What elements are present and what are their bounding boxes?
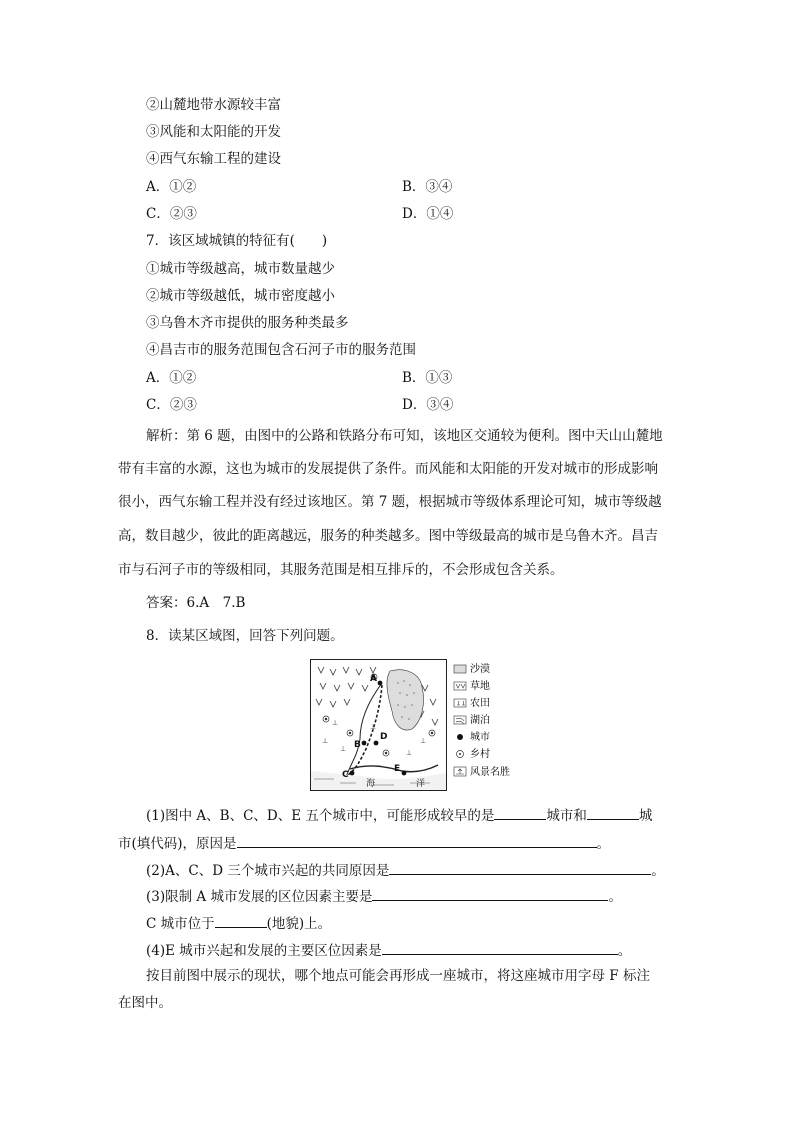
q7-item-4: ④昌吉市的服务范围包含石河子市的服务范围 [146, 342, 416, 358]
q8-sub1-prompt: (1)图中 A、B、C、D、E 五个城市中，可能形成较早的是 [146, 808, 495, 824]
q8-sub2-end: 。 [651, 863, 665, 879]
analysis-line-2: 带有丰富的水源，这也为城市的发展提供了条件。而风能和太阳能的开发对城市的形成影响 [118, 461, 658, 477]
q8-sub3b-end: (地貌)上。 [266, 916, 332, 932]
q7-option-c: C．②③ [146, 397, 197, 413]
q6-item-3: ③风能和太阳能的开发 [146, 124, 281, 140]
map-ocean-label: 洋 [416, 779, 426, 789]
q7-item-2: ②城市等级越低，城市密度越小 [146, 288, 335, 304]
q8-sub4-prompt: (4)E 城市兴起和发展的主要区位因素是 [146, 943, 382, 959]
legend-swatch-city [457, 734, 463, 740]
q6-option-c: C．②③ [146, 206, 197, 222]
legend-swatch-farmland [454, 699, 466, 707]
legend-label-city: 城市 [470, 732, 490, 743]
analysis-line-5: 市与石河子市的等级相同，其服务范围是相互排斥的，不会形成包含关系。 [118, 562, 564, 578]
answer-line: 答案：6.A 7.B [146, 595, 246, 611]
svg-text:⊥: ⊥ [370, 723, 377, 731]
q8-sub3b [146, 913, 331, 933]
svg-text:⊥: ⊥ [332, 719, 339, 727]
region-map [310, 659, 520, 791]
q8-final-line1: 按目前图中展示的现状，哪个地点可能会再形成一座城市，将这座城市用字母 F 标注 [146, 968, 650, 984]
analysis-line-3: 很小，西气东输工程并没有经过该地区。第 7 题，根据城市等级体系理论可知，城市等级越 [118, 494, 662, 510]
q8-stem: 8．读某区域图，回答下列问题。 [146, 628, 344, 644]
answer-blank-2[interactable] [587, 805, 639, 820]
map-frame [311, 660, 447, 791]
q8-final-line2: 在图中。 [118, 995, 172, 1011]
q6-option-b: B．③④ [402, 179, 453, 195]
legend-label-scenic: 风景名胜 [470, 767, 510, 778]
city-label-c: C [342, 770, 349, 780]
analysis-line-1: 解析：第 6 题，由图中的公路和铁路分布可知，该地区交通较为便利。图中天山山麓地 [146, 428, 663, 444]
q8-sub1-tail: 城 [638, 808, 653, 824]
answer-blank-6[interactable] [215, 913, 267, 928]
legend-label-lake: 湖泊 [470, 715, 490, 726]
q8-sub2-prompt: (2)A、C、D 三个城市兴起的共同原因是 [146, 863, 390, 879]
q7-stem: 7．该区域城镇的特征有( ) [146, 233, 328, 249]
map-sea-label: 海 [366, 779, 376, 789]
q7-item-3: ③乌鲁木齐市提供的服务种类最多 [146, 315, 349, 331]
legend-label-village: 乡村 [470, 749, 490, 760]
legend-label-farmland: 农田 [470, 698, 490, 709]
answer-blank-4[interactable] [389, 860, 651, 875]
city-label-b: B [354, 740, 361, 750]
answer-blank-1[interactable] [494, 805, 546, 820]
analysis-line-4: 高，数目越少，彼此的距离越远，服务的种类越多。图中等级最高的城市是乌鲁木齐。昌吉 [118, 528, 658, 544]
legend-label-grassland: 草地 [470, 681, 490, 692]
q8-sub3 [146, 886, 622, 906]
q7-item-1: ①城市等级越高，城市数量越少 [146, 261, 335, 277]
q7-option-a: A．①② [146, 370, 197, 386]
q8-sub3-prompt: (3)限制 A 城市发展的区位因素主要是 [146, 889, 373, 905]
legend-swatch-desert [454, 665, 466, 673]
q6-item-4: ④西气东输工程的建设 [146, 151, 281, 167]
q8-sub1-line1 [146, 805, 652, 825]
svg-text:⊥: ⊥ [420, 737, 427, 745]
svg-text:⊥: ⊥ [322, 737, 329, 745]
answer-blank-7[interactable] [382, 940, 618, 955]
q8-sub1-mid: 城市和 [546, 808, 587, 824]
city-label-e: E [394, 764, 401, 774]
svg-text:⊥: ⊥ [406, 749, 413, 757]
q8-sub3-end: 。 [608, 889, 622, 905]
q8-sub2 [146, 860, 665, 880]
q8-sub1-end: 。 [596, 836, 611, 852]
q6-option-a: A．①② [146, 179, 197, 195]
q8-sub1-line2 [118, 833, 610, 853]
legend-swatch-lake [454, 716, 466, 724]
q7-option-b: B．①③ [402, 370, 453, 386]
city-label-d: D [380, 732, 388, 742]
city-label-a: A [370, 674, 377, 684]
answer-blank-3[interactable] [237, 833, 597, 848]
q8-sub1-reason-prompt: 市(填代码)，原因是 [118, 836, 237, 852]
q8-sub3b-prompt: C 城市位于 [146, 916, 215, 932]
q8-sub4 [146, 940, 631, 960]
q6-option-d: D．①④ [402, 206, 454, 222]
answer-blank-5[interactable] [372, 886, 608, 901]
q8-sub4-end: 。 [617, 943, 632, 959]
q6-item-2: ②山麓地带水源较丰富 [146, 97, 281, 113]
q7-option-d: D．③④ [402, 397, 454, 413]
svg-text:⊥: ⊥ [340, 745, 347, 753]
legend-label-desert: 沙漠 [470, 664, 490, 675]
map-legend [454, 662, 510, 778]
